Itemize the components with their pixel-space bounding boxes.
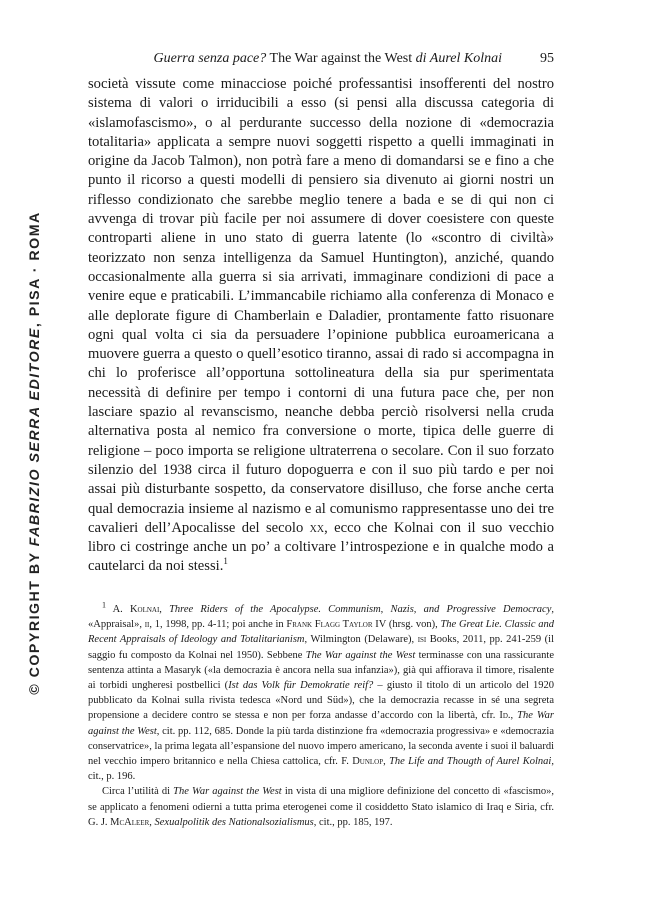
fn-ibid: Id. xyxy=(499,710,511,722)
fn-title: The Life and Thougth of Aurel Kolnai xyxy=(389,756,552,768)
copyright-notice xyxy=(27,211,43,695)
publisher-name: FABRIZIO SERRA EDITORE xyxy=(27,327,43,547)
fn-title: The Great Lie. Classic and Recent Appraisals of Ideology and Totalitarianism xyxy=(88,619,555,646)
fn-publisher: isi xyxy=(417,634,427,646)
fn-volume: ii xyxy=(144,619,150,631)
running-title-book: The War against the West xyxy=(266,51,416,66)
fn-text: Books, 2011, pp. 241-259 (il saggio fu composto da Kolnai nel 1950). Sebbene xyxy=(88,634,554,661)
fn-title: Three Riders of the Apocalypse. Communism, Nazis, and Progressive Democracy xyxy=(169,604,552,615)
fn-text: terminasse con una rassicurante sentenza attinta a Masaryk («la democrazia è ancora nella sua infanzia»), già qui affiorava il timore, risalente ai torbidi ungheresi postbellici ( xyxy=(88,649,554,692)
fn-editor: Frank Flagg Taylor xyxy=(286,619,373,631)
running-title xyxy=(154,50,503,68)
running-title-part: Guerra senza pace? xyxy=(153,51,267,66)
copyright-place: , PISA · ROMA xyxy=(27,211,43,328)
fn-text: , cit., p. 196. xyxy=(88,756,554,783)
fn-text: – giusto il titolo di un articolo del 1920 pubblicato da Kolnai sulla rivista tedesca «Nord und Süd»), che la democrazia recasse in sé una segreta propensione a decidere contro se stessa e non per forza andasse d’accordo con la libertà, cfr. xyxy=(88,680,554,722)
fn-author: Kolnai xyxy=(129,604,160,615)
fn-text: , cit., pp. 185, 197. xyxy=(313,816,393,828)
fn-text: , xyxy=(510,710,518,722)
fn-title: Ist das Volk für Demokratie reif? xyxy=(228,680,374,692)
fn-text: A. xyxy=(106,604,130,615)
fn-title: The War against the West xyxy=(173,786,282,798)
footnote-1 xyxy=(88,602,554,784)
fn-text: , «Appraisal», xyxy=(88,604,555,631)
fn-text: in vista di una migliore definizione del concetto di «fascismo», se applicato a fenomeni odierni a tutta prima eterogenei come il cosiddetto Stato islamico di Iraq e Siria, cfr. G. J. xyxy=(88,786,554,828)
running-title-author: di Aurel Kolnai xyxy=(415,51,502,66)
fn-text: IV (hrsg. von), xyxy=(372,619,441,631)
body-paragraph xyxy=(88,75,554,577)
copyright-prefix: © COPYRIGHT BY xyxy=(27,546,43,695)
fn-title: Sexualpolitik des Nationalsozialismus xyxy=(154,816,314,828)
footnote-mark: 1 xyxy=(102,600,106,610)
fn-text: , xyxy=(149,816,155,828)
fn-author: McAleer xyxy=(110,816,150,828)
footnote-reference: 1 xyxy=(223,556,228,567)
footnotes xyxy=(88,602,554,830)
body-text-main: società vissute come minacciose poiché professantisi insofferenti del nostro sistema di valori o irriducibili a esso (si pensi alla discussa categoria di «islamofascismo», o al perdurante successo della nozione di «democrazia totalitaria» applicata a sempre nuovi soggetti rispetto a quelli immaginati in origine da Jacob Talmon), non potrà fare a meno di domandarsi se e fino a che punto il ricorso a questi modelli di pensiero sia divenuto ai giorni nostri un riflesso condizionato che sarebbe meglio tenere a bada e se di qui non ci avvenga di trovar più facile per noi assumere di dover coesistere con queste controparti aliene in uno stato di guerra latente (lo «scontro di civiltà» teorizzato non senza intelligenza da Samuel Huntington), anziché, quando occasionalmente alla guerra si sia arrivati, immaginare condizioni di pace a venire eque e praticabili. L’immancabile richiamo alla conferenza di Monaco e alle deplorate figure di Chamberlain e Daladier, prontamente fatto risuonare ogni qual volta ci sia da persuadere l’opinione pubblica euroamericana a muovere guerra a questo o quell’esotico tiranno, assai di rado si accompagna in chi lo proferisce all’opportuna sottolineatura della sia pur sperimentata necessità di definire per tempo i contorni di una futura pace che, per non lasciare spazio al revanscismo, neanche debba perciò risolversi nella cruda alternativa posta al nemico fra conversione o morte, tipica delle guerre di religione – poco importa se religione ultraterrena o secolare. Con il suo forzato silenzio del 1938 circa il futuro dopoguerra e con il suo più tardo e per noi assai più disturbante sospetto, da conservatore disilluso, che forse anche certa qual democrazia insieme al nazismo e al comunismo rappresentasse uno dei tre cavalieri dell’Apocalisse del secolo xyxy=(88,76,554,536)
fn-text: , xyxy=(159,604,170,615)
fn-title: The War against the West xyxy=(88,710,554,737)
body-text-end: , ecco che Kolnai con il suo vecchio libro ci costringe anche un po’ a coltivare l’introspezione e in qualche modo a cautelarci da noi stessi. xyxy=(88,519,555,575)
fn-text: , cit. pp. 112, 685. Donde la più tarda distinzione fra «democrazia progressiva» e «democrazia conservatrice», la prima legata all’espansione del nuovo impero americano, la seconda avente i suoi il baluardi nel vecchio impero britannico e nella Chiesa cattolica, cfr. F. xyxy=(88,725,554,768)
footnote-2 xyxy=(88,784,554,830)
fn-author: Dunlop xyxy=(352,756,384,768)
fn-text: , Wilmington (Delaware), xyxy=(304,634,418,646)
century-numeral: xx xyxy=(309,519,325,536)
fn-title: The War against the West xyxy=(305,649,416,661)
copyright-sidebar xyxy=(24,211,46,695)
fn-text: , xyxy=(383,756,390,768)
fn-text: Circa l’utilità di xyxy=(102,786,174,798)
page-number: 95 xyxy=(540,51,554,66)
fn-text: , 1, 1998, pp. 4-11; poi anche in xyxy=(149,619,287,631)
